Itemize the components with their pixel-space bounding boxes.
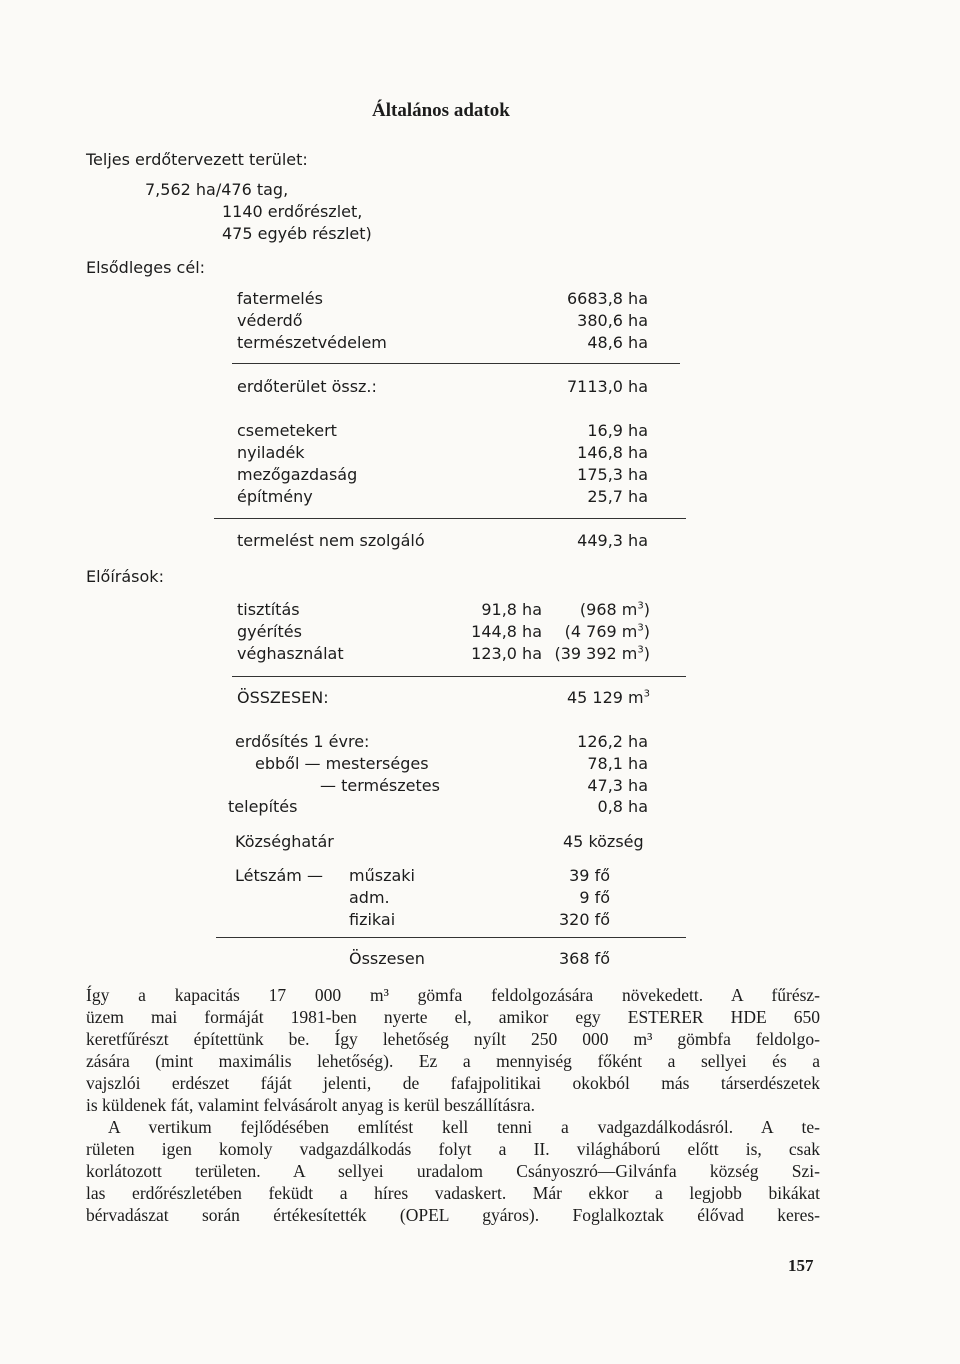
paragraph-line: üzem mai formáját 1981-ben nyerte el, amikor egy ESTERER HDE 650: [86, 1007, 820, 1027]
divider: [232, 676, 686, 677]
regulation-volume: (968 $m^3$): [579, 600, 650, 619]
divider: [216, 937, 686, 938]
paragraph-line: las erdőrészletében feküdt a híres vadaskert. Már ekkor a legjobb bikákat: [86, 1183, 820, 1203]
afforestation-label: telepítés: [228, 797, 298, 816]
non-productive-label: csemetekert: [237, 421, 337, 440]
non-productive-label: mezőgazdaság: [237, 465, 358, 484]
paragraph-line: korlátozott területen. A sellyei uradalom Csányoszró—Gilvánfa község Szi-: [86, 1161, 820, 1181]
total-area-line3: 475 egyéb részlet): [222, 224, 372, 243]
regulation-label: tisztítás: [237, 600, 300, 619]
afforestation-label: — természetes: [320, 776, 440, 795]
divider: [232, 363, 680, 364]
afforestation-label: ebből — mesterséges: [255, 754, 429, 773]
purpose-label: természetvédelem: [237, 333, 387, 352]
purpose-value: 48,6 ha: [587, 333, 648, 352]
purpose-label: véderdő: [237, 311, 303, 330]
regulations-total-value: 45 129 $m^3$: [566, 688, 650, 707]
regulation-area: 123,0 ha: [471, 644, 542, 663]
regulation-volume: (4 769 $m^3$): [564, 622, 650, 641]
forest-total-value: 7113,0 ha: [566, 377, 648, 396]
total-area-line1: 7,562 ha/476 tag,: [145, 180, 289, 199]
paragraph-line: is küldenek fát, valamint felvásárolt anyag is kerül beszállításra.: [86, 1095, 536, 1115]
total-area-line2: 1140 erdőrészlet,: [222, 202, 363, 221]
afforestation-label: erdősítés 1 évre:: [235, 732, 370, 751]
non-productive-total-label: termelést nem szolgáló: [237, 531, 425, 550]
paragraph-line: rületen igen komoly vadgazdálkodás folyt a II. világháború előtt is, csak: [86, 1139, 820, 1159]
regulations-label: Előírások:: [86, 567, 164, 586]
non-productive-value: 146,8 ha: [577, 443, 648, 462]
staff-row-label: fizikai: [349, 910, 396, 929]
non-productive-value: 175,3 ha: [577, 465, 648, 484]
staff-row-label: műszaki: [349, 866, 415, 885]
staff-row-value: 39 fő: [569, 866, 610, 885]
non-productive-label: építmény: [237, 487, 313, 506]
regulation-label: véghasználat: [237, 644, 344, 663]
regulation-area: 144,8 ha: [471, 622, 542, 641]
staff-label: Létszám —: [235, 866, 323, 885]
paragraph-line: vajszlói erdészet fáját jelenti, de fafajpolitikai okokból más társerdészetek: [86, 1073, 820, 1093]
regulations-total-label: ÖSSZESEN:: [237, 688, 329, 707]
non-productive-total-value: 449,3 ha: [577, 531, 648, 550]
purpose-value: 6683,8 ha: [566, 289, 648, 308]
afforestation-value: 78,1 ha: [587, 754, 648, 773]
paragraph-line: zására (mint maximális lehetőség). Ez a mennyiség főként a sellyei és a: [86, 1051, 820, 1071]
regulation-volume: (39 392 $m^3$): [554, 644, 650, 663]
municipal-label: Községhatár: [235, 832, 334, 851]
staff-total-label: Összesen: [349, 949, 425, 968]
paragraph-line: keretfűrészt építettünk be. Így lehetőség nyílt 250 000 m³ gömbfa feldolgo-: [86, 1029, 820, 1049]
non-productive-label: nyiladék: [237, 443, 305, 462]
paragraph-line: bérvadászat során értékesítették (OPEL gyáros). Foglalkoztak élővad keres-: [86, 1205, 820, 1225]
total-area-label: Teljes erdőtervezett terület:: [86, 150, 308, 169]
primary-purpose-label: Elsődleges cél:: [86, 258, 206, 277]
municipal-value: 45 község: [563, 832, 644, 851]
paragraph-line: Így a kapacitás 17 000 m³ gömfa feldolgozására növekedett. A fűrész-: [86, 985, 820, 1005]
non-productive-value: 16,9 ha: [587, 421, 648, 440]
afforestation-value: 47,3 ha: [587, 776, 648, 795]
purpose-value: 380,6 ha: [577, 311, 648, 330]
paragraph-line: A vertikum fejlődésében említést kell tenni a vadgazdálkodásról. A te-: [108, 1117, 820, 1137]
regulation-label: gyérítés: [237, 622, 302, 641]
staff-row-value: 9 fő: [579, 888, 610, 907]
staff-row-value: 320 fő: [558, 910, 610, 929]
regulation-area: 91,8 ha: [481, 600, 542, 619]
staff-total-value: 368 fő: [558, 949, 610, 968]
non-productive-value: 25,7 ha: [587, 487, 648, 506]
forest-total-label: erdőterület össz.:: [237, 377, 377, 396]
purpose-label: fatermelés: [237, 289, 323, 308]
afforestation-value: 126,2 ha: [577, 732, 648, 751]
divider: [214, 518, 686, 519]
page-number: 157: [788, 1256, 814, 1275]
page-title: Általános adatok: [372, 100, 510, 121]
body-paragraph: [86, 984, 820, 1226]
staff-row-label: adm.: [349, 888, 390, 907]
afforestation-value: 0,8 ha: [597, 797, 648, 816]
